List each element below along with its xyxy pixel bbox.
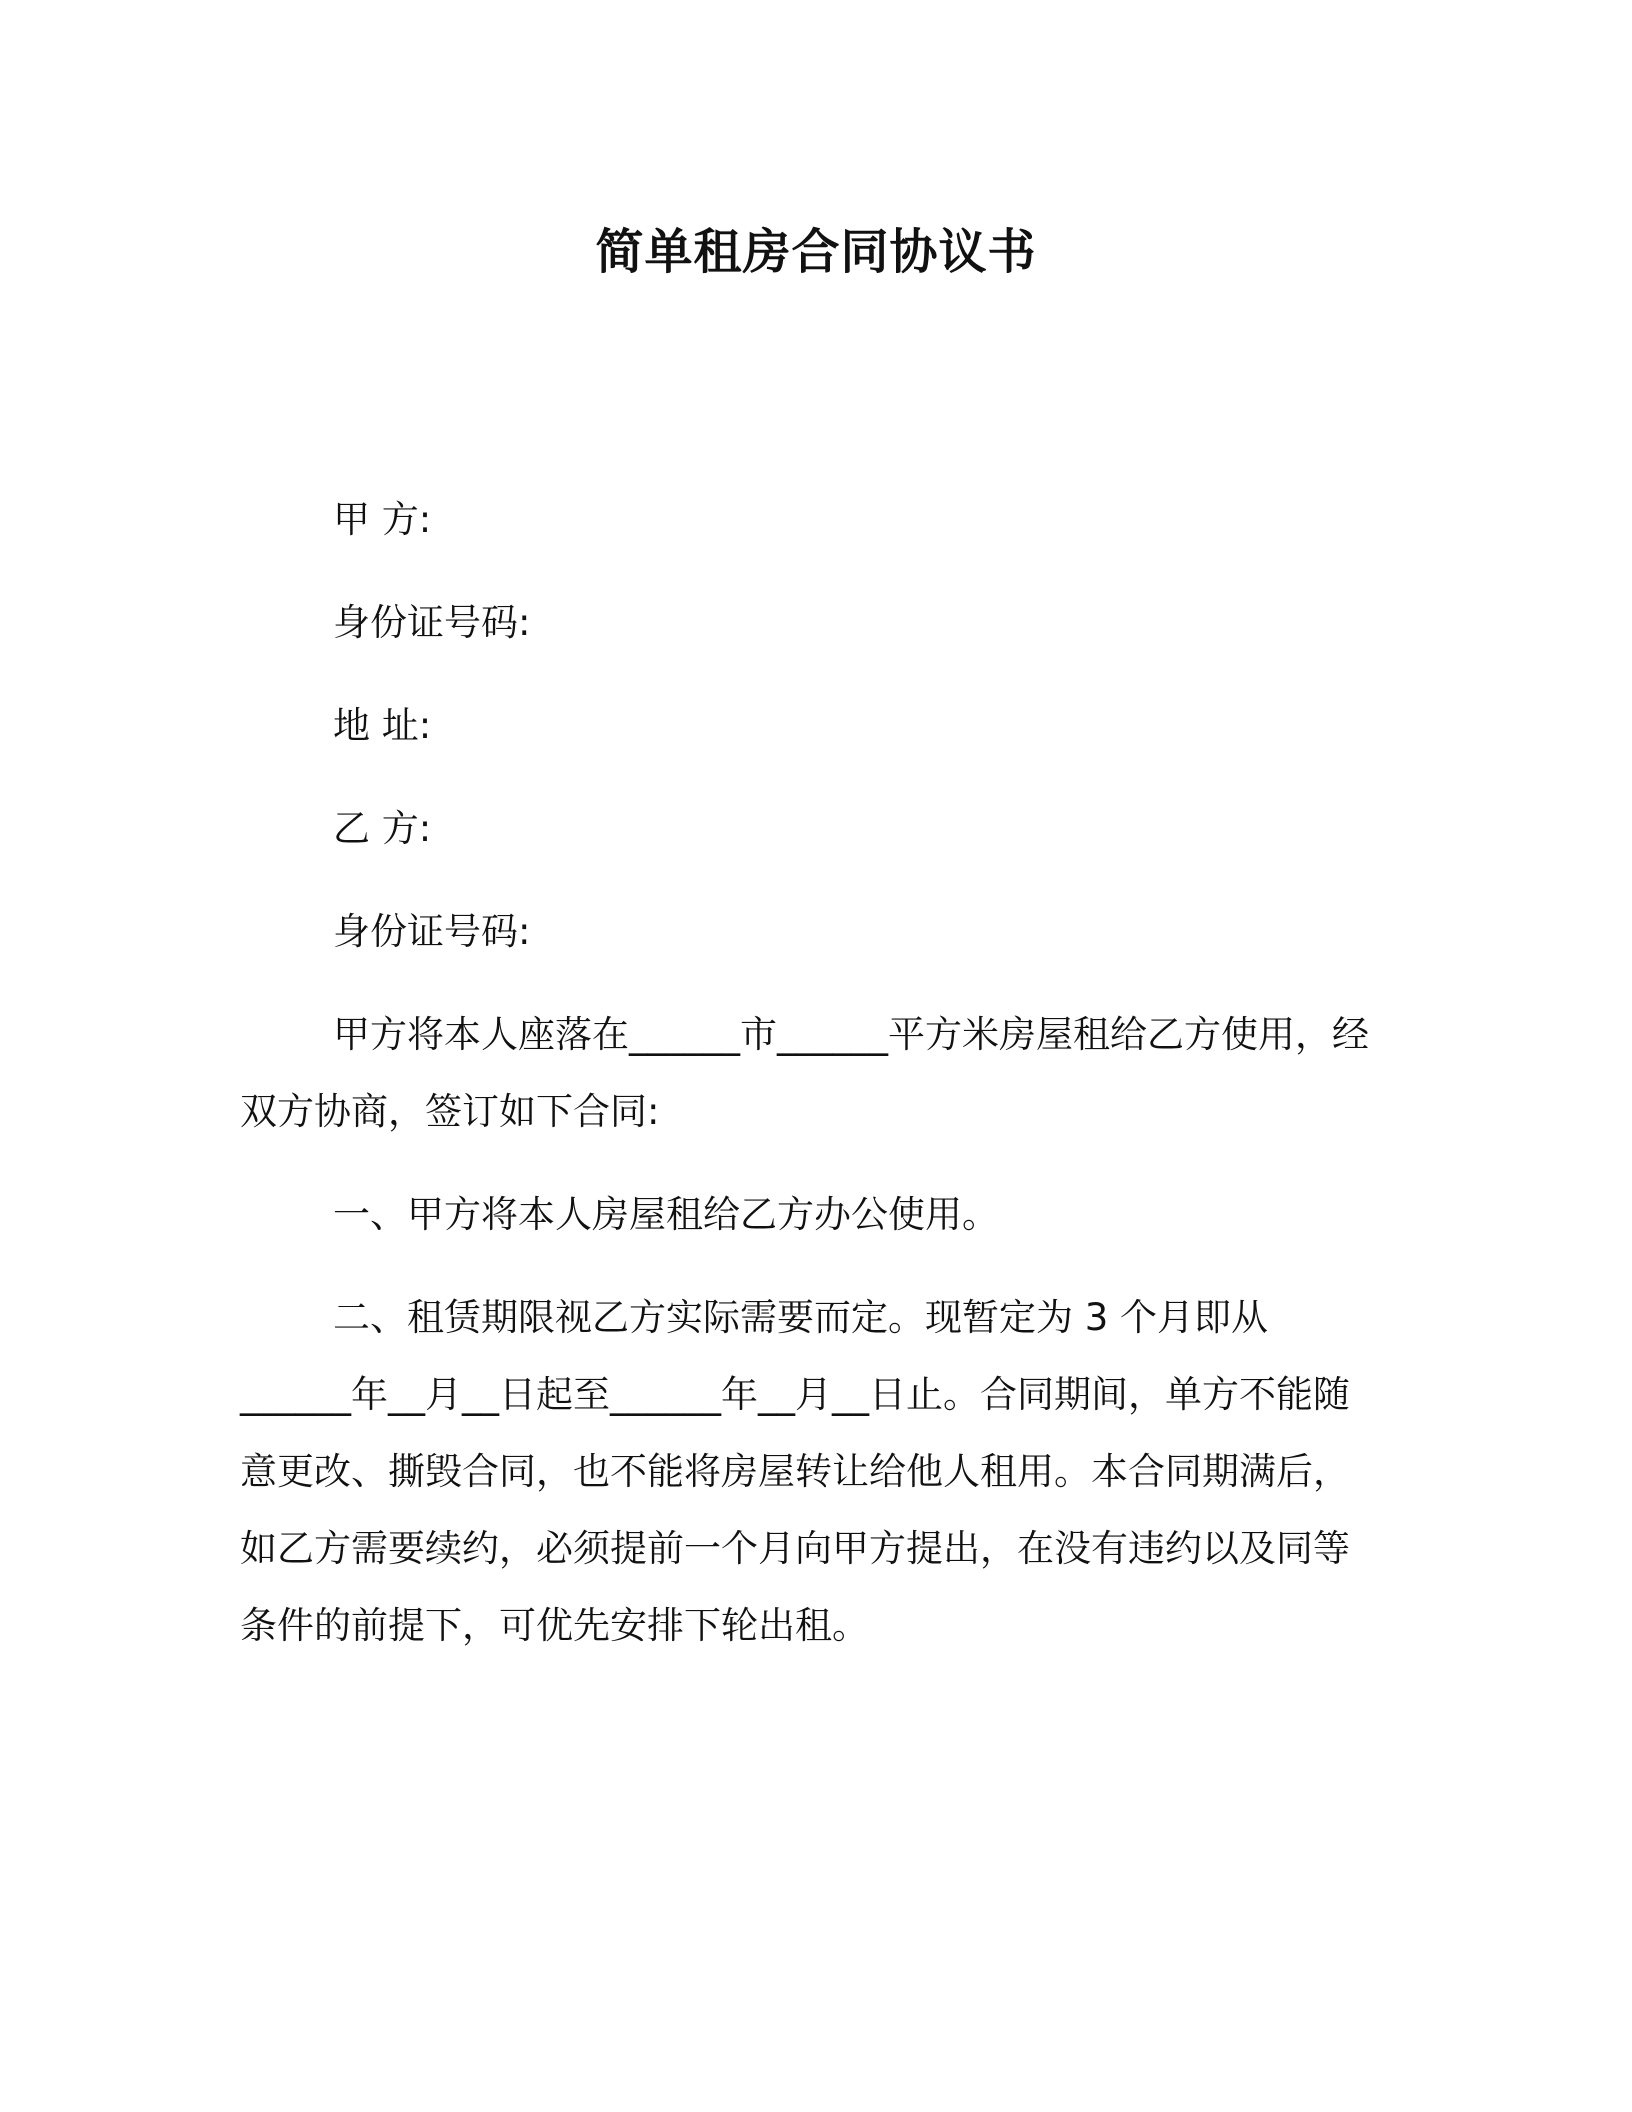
- party-a-field: 甲 方:: [333, 498, 432, 541]
- intro-paragraph: 甲方将本人座落在______市______平方米房屋租给乙方使用，经双方协商，签订如下合同:: [240, 1013, 1369, 1133]
- document-title: 简单租房合同协议书: [595, 224, 1037, 280]
- address-field: 地 址:: [333, 704, 432, 747]
- clause-2: 二、租赁期限视乙方实际需要而定。现暂定为 3 个月即从______年__月__日起至______年__月__日止。合同期间，单方不能随意更改、撕毁合同，也不能将房屋转让给他人租用。本合同期满后，如乙方需要续约，必须提前一个月向甲方提出，在没有违约以及同等条件的前提下，可优先安排下轮出租。: [240, 1296, 1350, 1647]
- party-b-id-field: 身份证号码:: [333, 910, 531, 953]
- party-b-field: 乙 方:: [333, 807, 432, 850]
- clause-1: 一、甲方将本人房屋租给乙方办公使用。: [333, 1193, 999, 1236]
- party-a-id-field: 身份证号码:: [333, 601, 531, 644]
